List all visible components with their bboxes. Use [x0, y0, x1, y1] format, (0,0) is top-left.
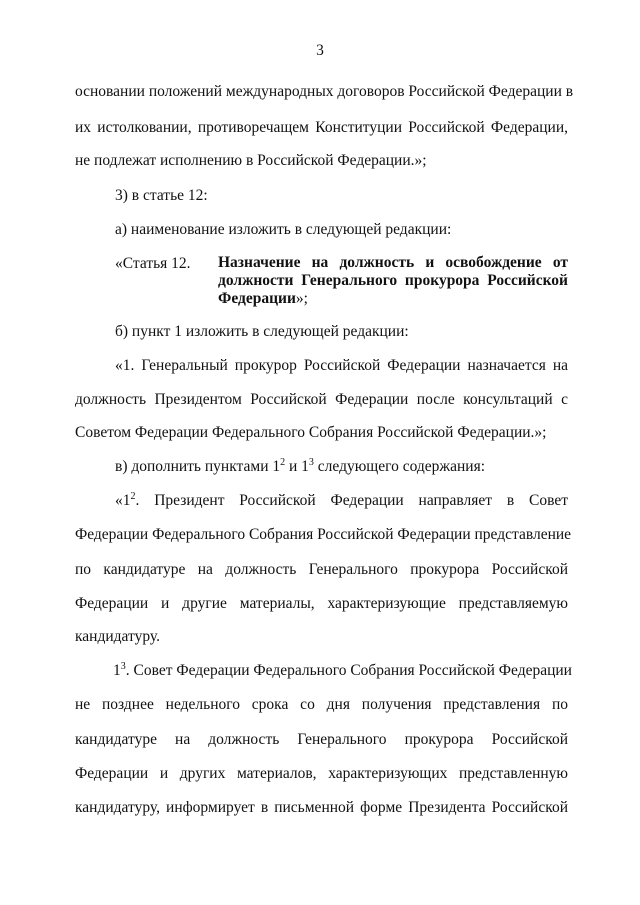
text-line: не позднее недельного срока со дня получения представления по [75, 696, 568, 713]
text-line: основании положений международных договоров Российской Федерации в [75, 83, 574, 100]
article-title-tail: »; [295, 290, 308, 307]
article-title-line: Назначение на должность и освобождение от [218, 254, 568, 271]
text-line: Советом Федерации Федерального Собрания Российской Федерации.»; [75, 424, 547, 441]
article-title [218, 254, 568, 308]
list-item: 3) в статье 12: [115, 187, 208, 204]
text-line: кандидатуре на должность Генерального прокурора Российской [75, 731, 568, 748]
text-line: «1. Генеральный прокурор Российской Федерации назначается на [115, 357, 568, 374]
article-title-line: Федерации [218, 290, 296, 307]
page-number: 3 [316, 42, 324, 59]
text-line: Федерации и других материалов, характеризующих представленную [75, 765, 568, 782]
text-line: Федерации и другие материалы, характеризующие представляемую [75, 595, 568, 612]
list-item: в) дополнить пунктами $1^2$ и $1^3$ следующего содержания: [115, 457, 486, 475]
text-line: должность Президентом Российской Федерации после консультаций с [75, 391, 568, 408]
list-item: а) наименование изложить в следующей редакции: [115, 221, 452, 238]
list-item: б) пункт 1 изложить в следующей редакции: [115, 323, 409, 340]
text-line: кандидатуру. [75, 628, 160, 645]
text-line: «$1^2$. Президент Российской Федерации направляет в Совет [115, 491, 568, 509]
text-line: по кандидатуре на должность Генерального прокурора Российской [75, 561, 568, 578]
article-title-line: должности Генерального прокурора Российской [218, 272, 568, 289]
text-line: Федерации Федерального Собрания Российской Федерации представление [75, 526, 572, 543]
text-line: не подлежат исполнению в Российской Федерации.»; [75, 152, 427, 169]
article-label: «Статья 12. [115, 255, 191, 272]
text-line: их истолковании, противоречащем Конституции Российской Федерации, [75, 119, 568, 136]
text-line: $1^3$. Совет Федерации Федерального Собрания Российской Федерации [113, 661, 572, 679]
text-line: кандидатуру, информирует в письменной форме Президента Российской [75, 799, 568, 816]
